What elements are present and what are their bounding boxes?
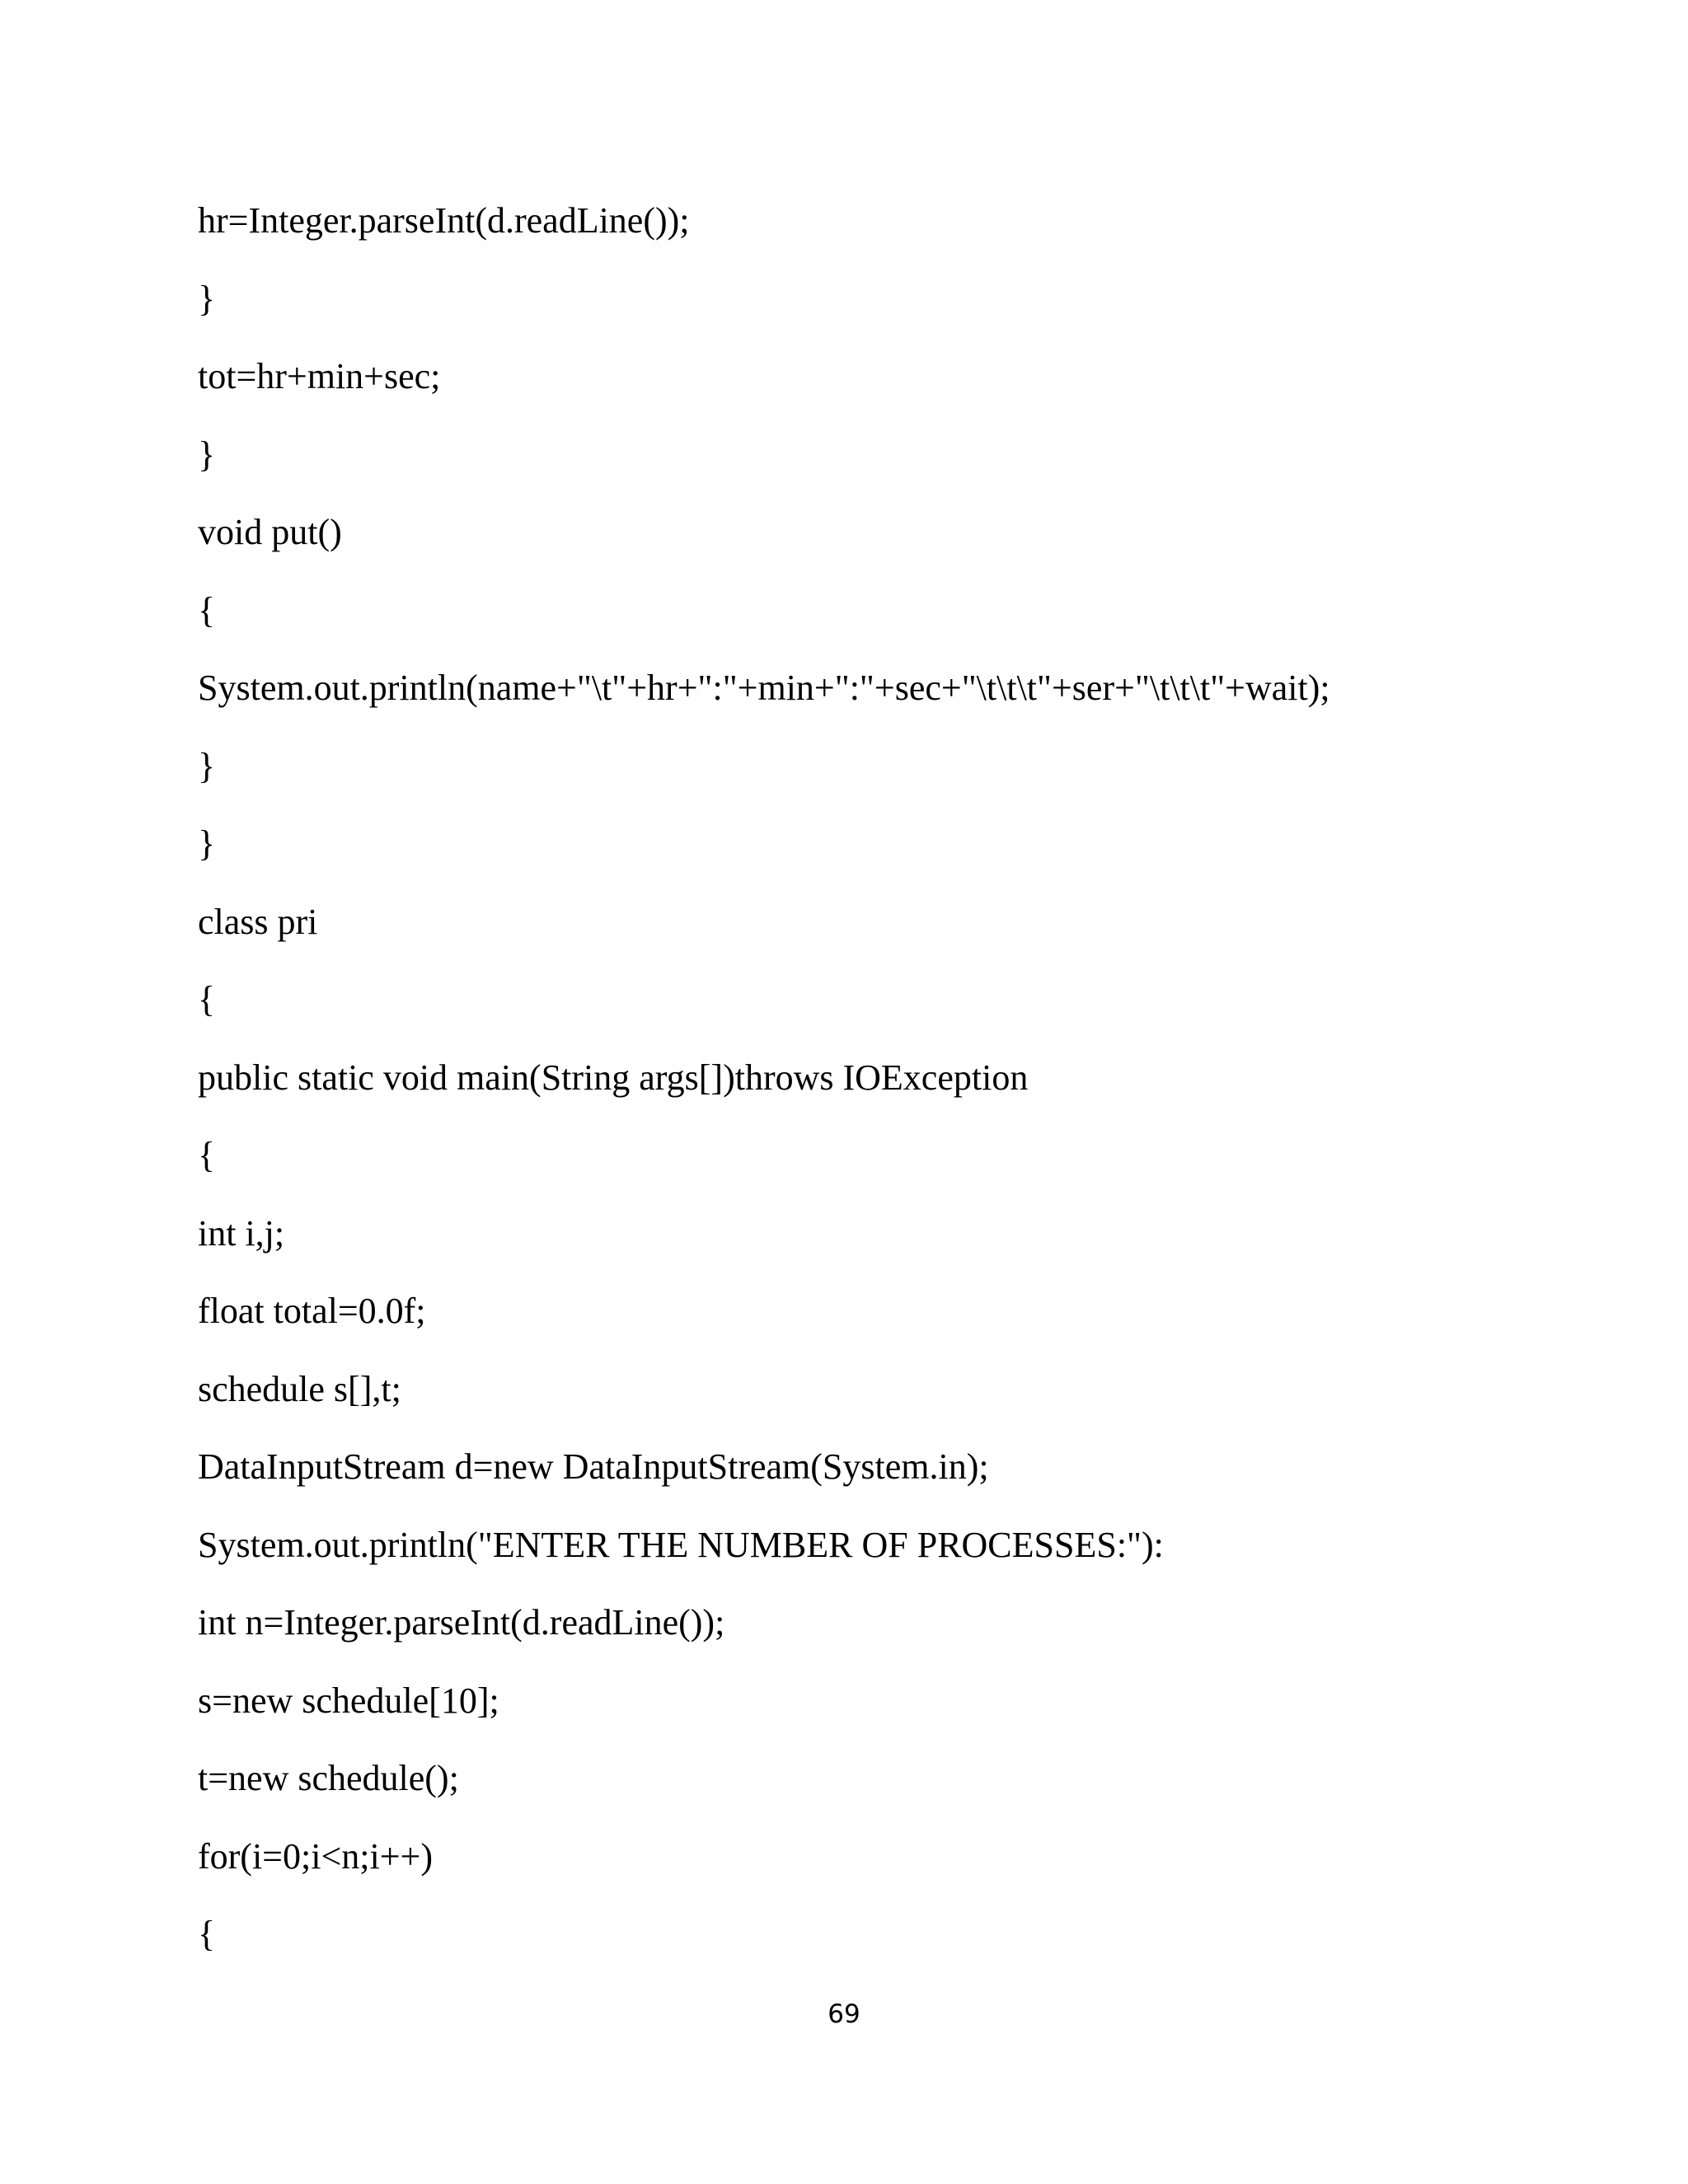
code-line: int i,j; — [198, 1213, 285, 1254]
code-line: int n=Integer.parseInt(d.readLine()); — [198, 1602, 725, 1643]
code-line: { — [198, 979, 216, 1019]
code-line: class pri — [198, 902, 318, 942]
page-number: 69 — [828, 1999, 860, 2029]
code-line: { — [198, 1135, 216, 1175]
code-line: s=new schedule[10]; — [198, 1680, 499, 1721]
code-line: for(i=0;i<n;i++) — [198, 1836, 433, 1877]
code-line: schedule s[],t; — [198, 1369, 401, 1409]
code-line: float total=0.0f; — [198, 1291, 426, 1331]
code-line: public static void main(String args[])throws IOException — [198, 1057, 1029, 1098]
code-line: System.out.println("ENTER THE NUMBER OF PROCESSES:"): — [198, 1525, 1164, 1565]
code-line: void put() — [198, 512, 342, 552]
code-line: tot=hr+min+sec; — [198, 356, 441, 396]
code-line: } — [198, 823, 216, 864]
code-line: } — [198, 746, 216, 786]
code-line: } — [198, 434, 216, 475]
code-line: System.out.println(name+"\t"+hr+":"+min+":"+sec+"\t\t\t"+ser+"\t\t\t"+wait); — [198, 668, 1330, 708]
code-line: } — [198, 279, 216, 319]
code-line: { — [198, 1914, 216, 1954]
code-line: { — [198, 590, 216, 630]
code-line: hr=Integer.parseInt(d.readLine()); — [198, 200, 690, 241]
code-line: DataInputStream d=new DataInputStream(System.in); — [198, 1446, 989, 1487]
code-line: t=new schedule(); — [198, 1758, 459, 1798]
